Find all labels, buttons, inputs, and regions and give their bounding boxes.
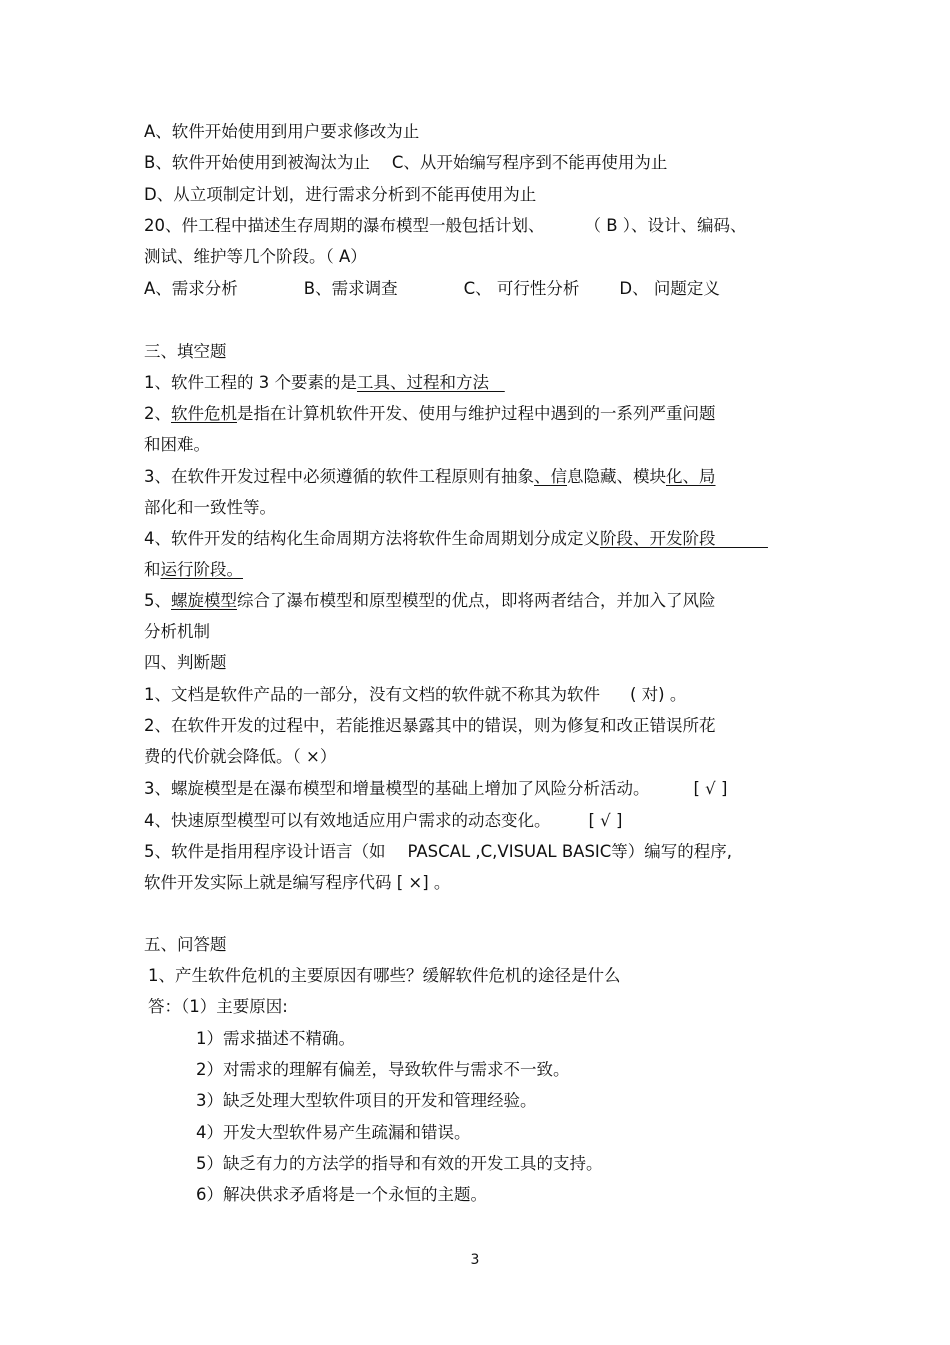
page-number: 3 [470,1252,480,1268]
question-20-blank: （ B ）、设计、编码、 [584,216,747,235]
judge-q5-line1 [144,842,732,862]
judge-q5-text-b: PASCAL ,C,VISUAL BASIC等）编写的程序, [407,842,733,861]
q20-option-b: B、需求调查 [303,279,398,298]
question-20-line1 [144,216,747,236]
reason-item-4: 4）开发大型软件易产生疏漏和错误。 [196,1123,471,1142]
section-5-title: 五、问答题 [144,935,227,954]
option-c: C、从开始编写程序到不能再使用为止 [391,153,668,172]
fill-q1-text: 1、软件工程的 3 个要素的是 [144,373,357,392]
fill-q4 [144,529,768,549]
option-b: B、软件开始使用到被淘汰为止 [144,153,370,172]
fill-q5-answer: 螺旋模型 [171,591,237,610]
fill-q3-line2: 部化和一致性等。 [144,498,276,517]
section-3-title: 三、填空题 [144,342,227,361]
q20-option-d: D、 问题定义 [619,279,720,298]
option-d: D、从立项制定计划，进行需求分析到不能再使用为止 [144,185,537,204]
fill-q1-answer: 工具、过程和方法 [357,373,489,392]
question-20-options [144,279,720,299]
reason-item-3: 3）缺乏处理大型软件项目的开发和管理经验。 [196,1091,537,1110]
question-20-text: 20、件工程中描述生存周期的瀑布模型一般包括计划、 [144,216,545,235]
reason-item-2: 2）对需求的理解有偏差，导致软件与需求不一致。 [196,1060,570,1079]
fill-q1 [144,373,505,393]
fill-q5-num: 5、 [144,591,171,610]
fill-q4-answer-2: 运行阶段。 [160,560,243,579]
option-a: A、软件开始使用到用户要求修改为止 [144,122,420,141]
fill-q2 [144,404,716,424]
judge-q5-line2: 软件开发实际上就是编写程序代码 [ ×] 。 [144,873,451,892]
fill-q4-answer-1: 阶段、开发阶段 [600,529,716,548]
fill-q2-num: 2、 [144,404,171,423]
judge-q1 [144,685,686,705]
section-4-title: 四、判断题 [144,653,227,672]
fill-q3-mid: 息隐藏、模块 [567,467,666,486]
judge-q1-answer: ( 对) 。 [630,685,687,704]
judge-q2-line2: 费的代价就会降低。（ ×） [144,747,337,766]
answer-label: 答：（1）主要原因: [148,997,288,1016]
judge-q5-text-a: 5、软件是指用程序设计语言（如 [144,842,386,861]
fill-q3 [144,467,716,487]
fill-q2-text: 是指在计算机软件开发、使用与维护过程中遇到的一系列严重问题 [237,404,716,423]
fill-q4-text: 4、软件开发的结构化生命周期方法将软件生命周期划分成定义 [144,529,600,548]
fill-q3-answer-2: 化、局 [666,467,716,486]
fill-q5-text: 综合了瀑布模型和原型模型的优点，即将两者结合，并加入了风险 [237,591,716,610]
reason-item-6: 6）解决供求矛盾将是一个永恒的主题。 [196,1185,487,1204]
essay-q1: 1、产生软件危机的主要原因有哪些？缓解软件危机的途径是什么 [148,966,621,985]
q20-option-a: A、需求分析 [144,279,238,298]
fill-q4-and: 和 [144,560,161,579]
judge-q4-answer: [ √ ] [588,811,623,830]
fill-q3-text: 3、在软件开发过程中必须遵循的软件工程原则有抽象 [144,467,534,486]
reason-item-1: 1）需求描述不精确。 [196,1029,355,1048]
q20-option-c: C、 可行性分析 [463,279,580,298]
judge-q3-text: 3、螺旋模型是在瀑布模型和增量模型的基础上增加了风险分析活动。 [144,779,650,798]
fill-q5 [144,591,716,611]
fill-q2-answer: 软件危机 [171,404,237,423]
fill-q5-line2: 分析机制 [144,622,210,641]
option-b-c-line [144,153,667,173]
fill-q3-answer-1: 、信 [534,467,567,486]
judge-q1-text: 1、文档是软件产品的一部分，没有文档的软件就不称其为软件 [144,685,600,704]
judge-q3 [144,779,727,799]
fill-q4-line2 [144,560,243,580]
question-20-line2: 测试、维护等几个阶段。（ A） [144,247,367,266]
judge-q4-text: 4、快速原型模型可以有效地适应用户需求的动态变化。 [144,811,551,830]
reason-item-5: 5）缺乏有力的方法学的指导和有效的开发工具的支持。 [196,1154,603,1173]
judge-q2-line1: 2、在软件开发的过程中，若能推迟暴露其中的错误，则为修复和改正错误所花 [144,716,716,735]
judge-q4 [144,811,622,831]
judge-q3-answer: [ √ ] [693,779,728,798]
fill-q2-line2: 和困难。 [144,435,210,454]
